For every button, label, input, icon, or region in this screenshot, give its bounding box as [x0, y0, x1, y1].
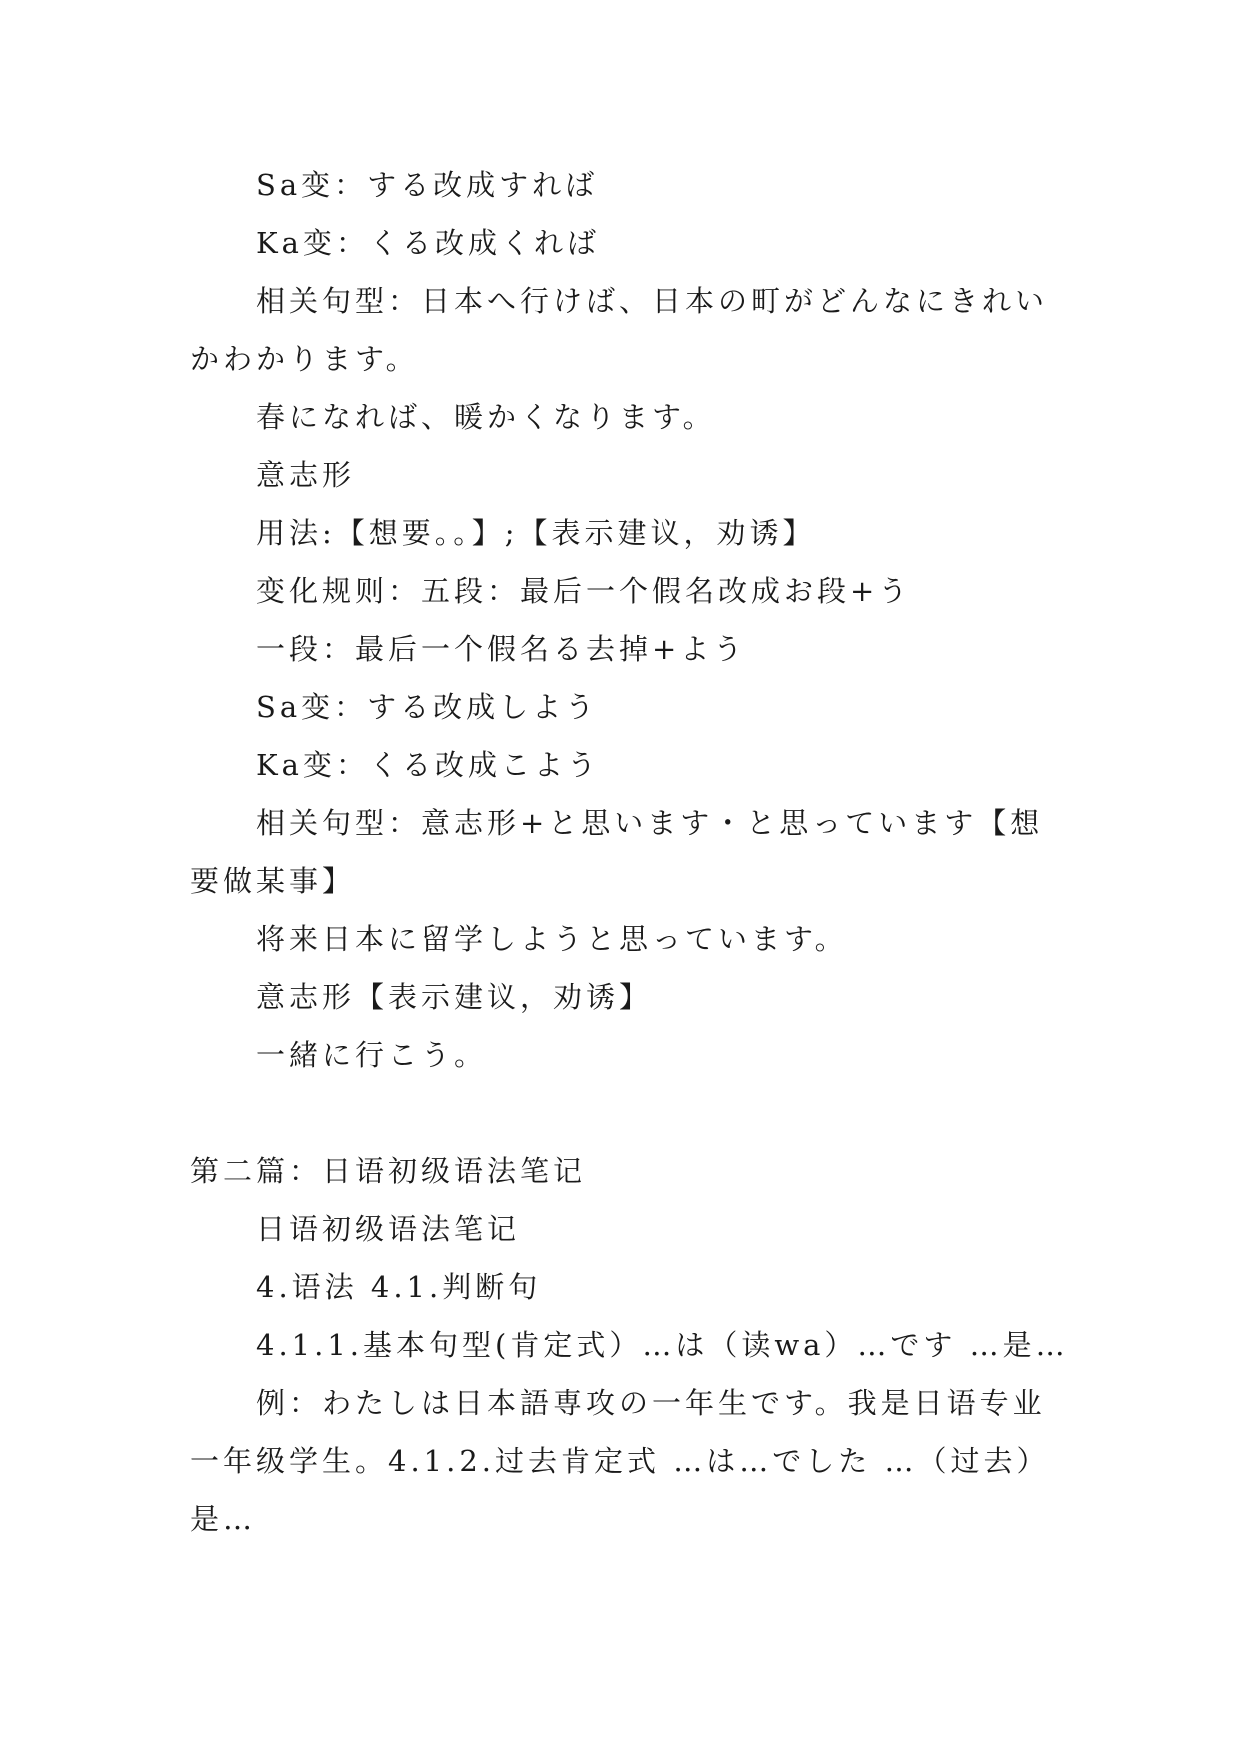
- text-line: 用法:【想要。。】;【表示建议，劝诱】: [256, 516, 816, 550]
- section-heading: 日语初级语法笔记: [256, 1212, 521, 1246]
- document-body: [190, 156, 1069, 1548]
- text-line: Ka变：くる改成こよう: [256, 748, 600, 782]
- text-line: 例：わたしは日本語専攻の一年生です。我是日语专业: [256, 1386, 1046, 1420]
- text-line: 要做某事】: [190, 864, 356, 898]
- text-line: 一緒に行こう。: [256, 1038, 488, 1072]
- text-line: 春になれば、暖かくなります。: [256, 400, 716, 434]
- text-line: 变化规则：五段：最后一个假名改成お段+う: [256, 574, 912, 608]
- text-line: 意志形【表示建议，劝诱】: [256, 980, 653, 1014]
- text-line: 相关句型：日本へ行けば、日本の町がどんなにきれい: [256, 284, 1049, 318]
- text-line: Ka变：くる改成くれば: [256, 226, 600, 260]
- text-line: 相关句型：意志形+と思います・と思っています【想: [256, 806, 1044, 840]
- text-line: 一年级学生。4.1.2.过去肯定式 …は…でした …（过去）: [190, 1444, 1050, 1478]
- text-line: Sa变：する改成すれば: [256, 168, 599, 202]
- text-line: かわかります。: [190, 342, 419, 376]
- text-line: 4.语法 4.1.判断句: [256, 1270, 542, 1304]
- text-line: Sa变：する改成しよう: [256, 690, 599, 724]
- text-line: 一段：最后一个假名る去掉+よう: [256, 632, 747, 666]
- section-heading: 意志形: [256, 458, 356, 492]
- text-line: 4.1.1.基本句型(肯定式）…は（读wa）…です …是…: [256, 1328, 1069, 1362]
- paragraph-gap: [190, 1084, 1050, 1142]
- text-line: 是…: [190, 1502, 257, 1536]
- text-line: 将来日本に留学しようと思っています。: [256, 922, 848, 956]
- chapter-heading: 第二篇：日语初级语法笔记: [190, 1154, 587, 1188]
